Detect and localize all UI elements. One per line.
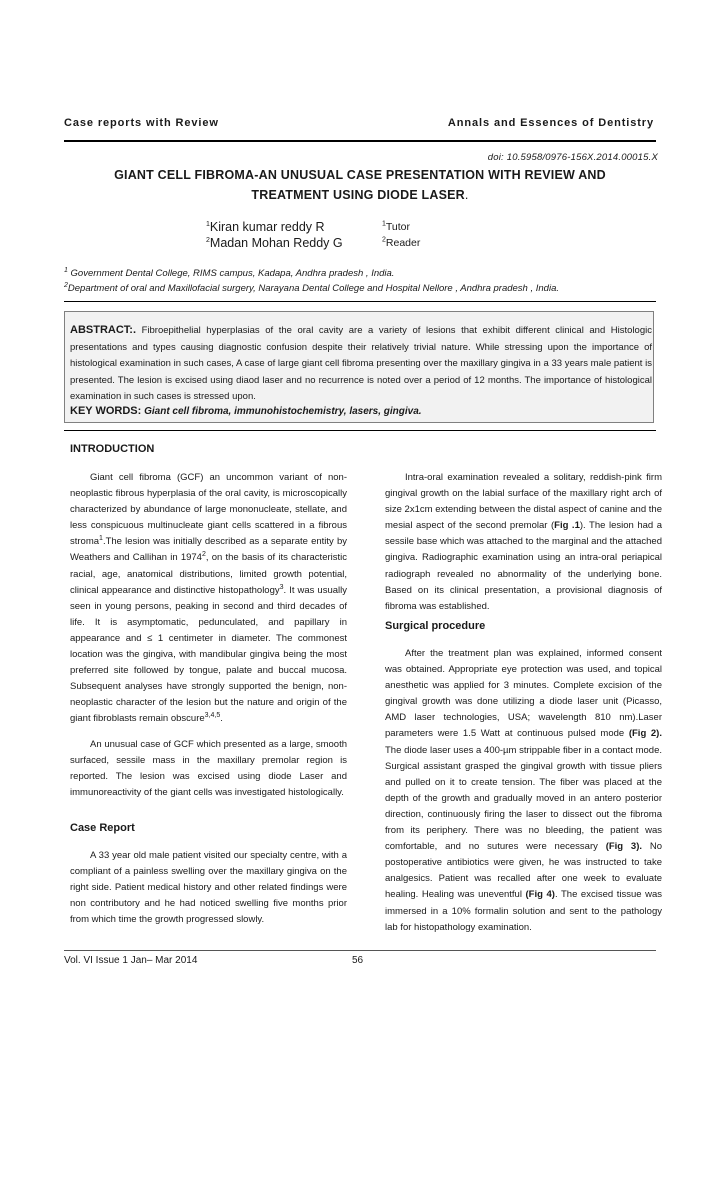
title-line-1: GIANT CELL FIBROMA-AN UNUSUAL CASE PRESENTATION WITH REVIEW AND bbox=[114, 168, 606, 182]
header-rule bbox=[64, 140, 656, 142]
footer-issue: Vol. VI Issue 1 Jan– Mar 2014 bbox=[64, 955, 198, 966]
intro-paragraph-2: An unusual case of GCF which presented as a large, smooth surfaced, sessile mass in the maxillary premolar region is reported. The lesion was excised using diode Laser and immunoreactivity of the giant cells was investigated histologically. bbox=[70, 739, 347, 799]
running-header-right: Annals and Essences of Dentistry bbox=[447, 117, 654, 129]
abstract-rule bbox=[64, 430, 656, 431]
author-2-role: $^2$Reader bbox=[382, 236, 421, 249]
affiliation-1: $^1$ Government Dental College, RIMS campus, Kadapa, Andhra pradesh , India. bbox=[64, 266, 395, 279]
footer-rule bbox=[64, 950, 656, 951]
doi: doi: 10.5958/0976-156X.2014.00015.X bbox=[487, 152, 658, 163]
author-1-role: $^1$Tutor bbox=[382, 220, 411, 233]
intro-heading: INTRODUCTION bbox=[70, 443, 155, 455]
case-report-heading: Case Report bbox=[70, 822, 135, 834]
author-2: $^2$Madan Mohan Reddy G bbox=[206, 236, 343, 250]
case-report-paragraph: A 33 year old male patient visited our specialty centre, with a compliant of a painless swelling over the maxillary gingiva on the right side. Patient medical history and other related findings were non contributory and he had noticed swelling five months prior from which time the growth progressed slowly. bbox=[70, 850, 347, 926]
title-line-2: TREATMENT USING DIODE LASER. bbox=[251, 188, 469, 202]
intro-paragraph-1: Giant cell fibroma (GCF) an uncommon variant of non-neoplastic fibrous hyperplasia of the oral cavity, is microscopically characterized by abundance of large mononucleate, stellate, and less conspicuous multinucleate giant cells scattered in a fibrous stroma$^1$.The lesion was initially described as a separate entity by Weathers and Callihan in 1974$^2$, on the basis of its characteristic racial, age, anatomical distributions, limited growth potential, clinical appearance and distinctive histopathology$^3$. It was usually seen in young persons, peaking in second and third decades of life. It is asymptomatic, pedunculated, and papillary in appearance and ≤ 1 centimeter in diameter. The commonest location was the gingiva, with mandibular gingiva being the most preferred site followed by tongue, palate and buccal mucosa. Subsequent analyses have strongly supported the benign, non-neoplastic character of the lesion but the nature and origin of the giant fibroblasts remain obscure$^{3,4,5}$. bbox=[70, 472, 348, 725]
author-1: $^1$Kiran kumar reddy R bbox=[206, 220, 325, 234]
surgical-procedure-heading: Surgical procedure bbox=[385, 620, 486, 632]
page-number: 56 bbox=[352, 955, 364, 966]
keywords: KEY WORDS: Giant cell fibroma, immunohistochemistry, lasers, gingiva. bbox=[70, 405, 422, 417]
surgical-procedure-paragraph: After the treatment plan was explained, informed consent was obtained. Appropriate eye protection was used, and topical anesthetic was applied for 3 minutes. Complete excision of the gingival growth was done utilizing a diode laser unit (Picasso, AMD laser technologies, USA; wavelength 810 nm).Laser parameters were 1.5 Watt at continuous pulsed mode (Fig 2). The diode laser uses a 400-µm strippable fiber in a contact mode. Surgical assistant grasped the gingival growth with tissue pliers and pulled on it to create tension. The fiber was placed at the depth of the growth and gradually moved in an antero posterior direction, continuously firing the laser to dissect out the fibroma from its periphery. There was no bleeding, the patient was comfortable, and no sutures were necessary (Fig 3). No postoperative antibiotics were given, he was instructed to take analgesics. Patient was recalled after one week to evaluate healing. Healing was uneventful (Fig 4). The excised tissue was immersed in a 10% formalin solution and sent to the pathology lab for histopathology examination. bbox=[385, 648, 662, 933]
running-header-left: Case reports with Review bbox=[64, 117, 219, 129]
affiliation-2: $^2$Department of oral and Maxillofacial surgery, Narayana Dental College and Hospital Nellore , Andhra pradesh , India. bbox=[64, 281, 560, 294]
article-title bbox=[60, 165, 660, 205]
abstract-text: ABSTRACT:. Fibroepithelial hyperplasias of the oral cavity are a variety of lesions that exhibit different clinical and Histologic presentations and types causing diagnostic confusion despite their relatively trivial nature. While stressing upon the importance of histological examination in such cases, A case of large giant cell fibroma presenting over the maxillary gingiva in a 33 years male patient is presented. The lesion is excised using diaod laser and no recurrence is noted over a period of 12 months. The importance of histological examination in such cases is stressed upon. bbox=[70, 324, 652, 402]
affiliation-rule bbox=[64, 301, 656, 302]
examination-paragraph: Intra-oral examination revealed a solitary, reddish-pink firm gingival growth on the labial surface of the maxillary right arch of size 2x1cm extending between the distal aspect of canine and the mesial aspect of the second premolar (Fig .1). The lesion had a sessile base which was attached to the marginal and the attached gingiva. Radiographic examination using an intra-oral periapical radiograph revealed no abnormality of the underlying bone. Based on its clinical presentation, a provisional diagnosis of fibroma was established. bbox=[385, 472, 662, 612]
